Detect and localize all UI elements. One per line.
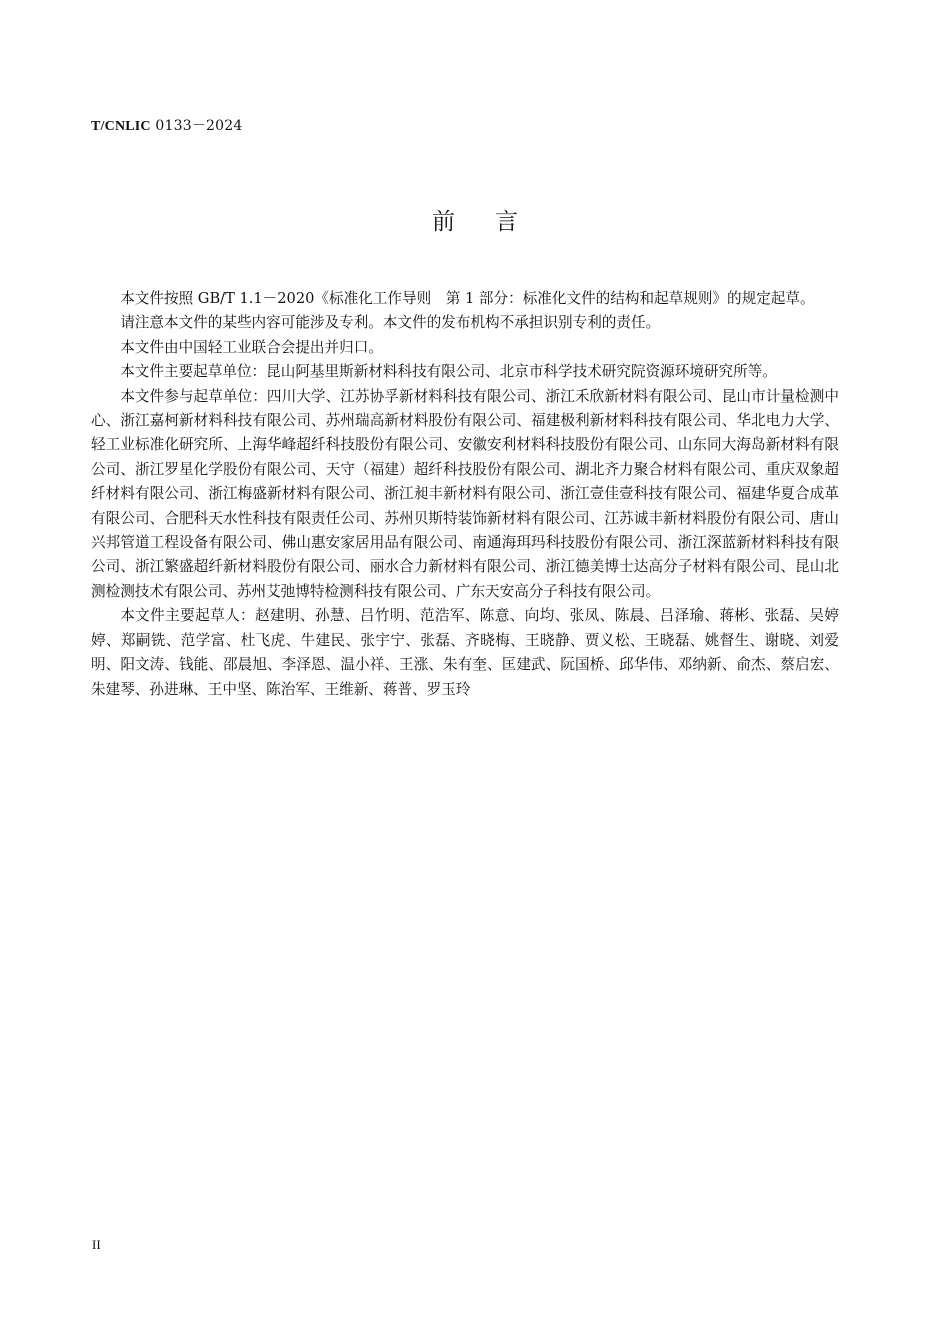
foreword-body — [91, 287, 839, 702]
paragraph-participating-units: 本文件参与起草单位：四川大学、江苏协孚新材料科技有限公司、浙江禾欣新材料有限公司、昆山市计量检测中心、浙江嘉柯新材料科技有限公司、苏州瑞高新材料股份有限公司、福建极利新材料科技有限公司、华北电力大学、轻工业标准化研究所、上海华峰超纤科技股份有限公司、安徽安利材料科技股份有限公司、山东同大海岛新材料有限公司、浙江罗星化学股份有限公司、天守（福建）超纤科技股份有限公司、湖北齐力聚合材料有限公司、重庆双象超纤材料有限公司、浙江梅盛新材料有限公司、浙江昶丰新材料有限公司、浙江壹佳壹科技有限公司、福建华夏合成革有限公司、合肥科天水性科技有限责任公司、苏州贝斯特装饰新材料有限公司、江苏诚丰新材料股份有限公司、唐山兴邦管道工程设备有限公司、佛山惠安家居用品有限公司、南通海珥玛科技股份有限公司、浙江深蓝新材料科技有限公司、浙江繁盛超纤新材料股份有限公司、丽水合力新材料有限公司、浙江德美博士达高分子材料有限公司、昆山北测检测技术有限公司、苏州艾弛博特检测科技有限公司、广东天安高分子科技有限公司。 — [91, 387, 839, 600]
paragraph-patent-notice: 请注意本文件的某些内容可能涉及专利。本文件的发布机构不承担识别专利的责任。 — [120, 314, 661, 332]
paragraph-drafting-rules: 本文件按照 GB/T 1.1－2020《标准化工作导则 第 1 部分：标准化文件的结构和起草规则》的规定起草。 — [120, 290, 815, 307]
paragraph-main-drafting-units: 本文件主要起草单位：昆山阿基里斯新材料科技有限公司、北京市科学技术研究院资源环境研究所等。 — [120, 363, 777, 381]
document-code-prefix: T/CNLIC — [91, 119, 151, 134]
paragraph-main-drafters: 本文件主要起草人：赵建明、孙慧、吕竹明、范浩军、陈意、向均、张凤、陈晨、吕泽瑜、蒋彬、张磊、吴婷婷、郑嗣铣、范学富、杜飞虎、牛建民、张宇宁、张磊、齐晓梅、王晓静、贾义松、王晓磊、姚督生、谢晓、刘爱明、阳文涛、钱能、邵晨旭、李泽恩、温小祥、王涨、朱有奎、匡建武、阮国桥、邱华伟、邓纳新、俞杰、蔡启宏、朱建琴、孙进琳、王中坚、陈治军、王维新、蒋普、罗玉玲 — [91, 607, 839, 698]
page-title: 前言 — [432, 209, 558, 235]
page-number: II — [92, 1237, 101, 1252]
document-code — [91, 115, 242, 135]
document-code-number: 0133－2024 — [150, 118, 243, 134]
paragraph-proposer: 本文件由中国轻工业联合会提出并归口。 — [120, 338, 383, 356]
